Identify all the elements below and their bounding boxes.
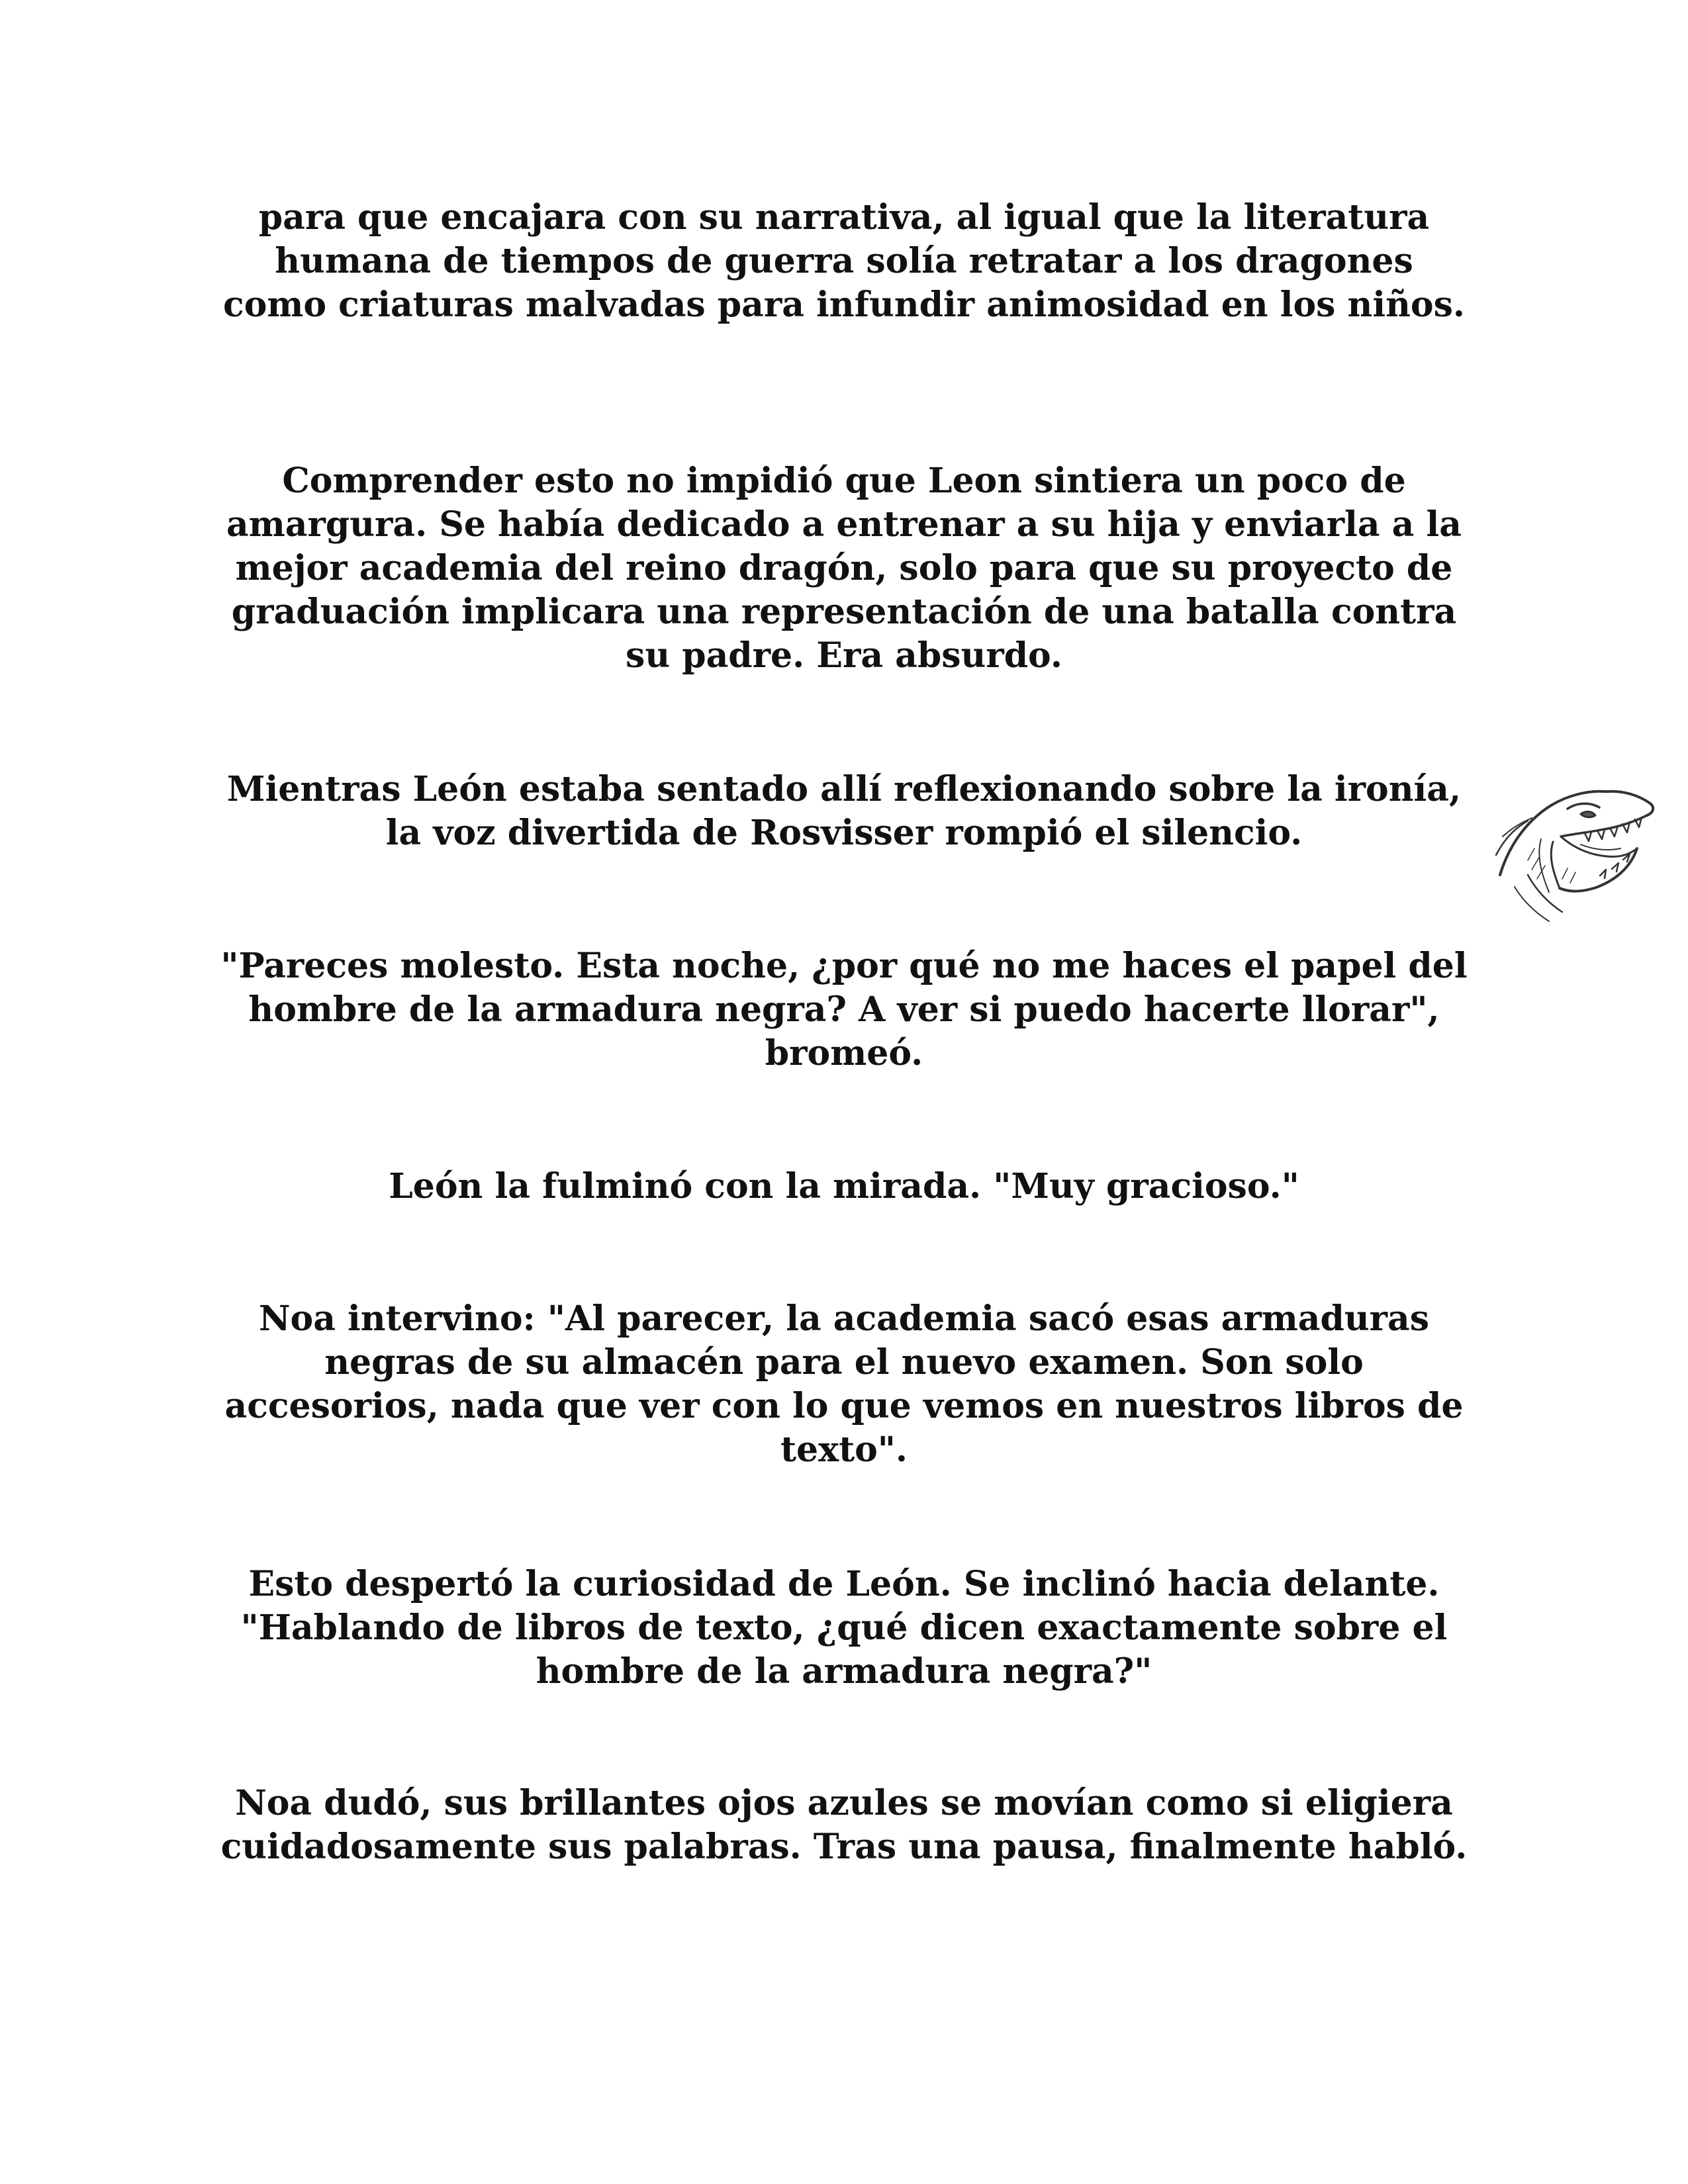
paragraph-8: Noa dudó, sus brillantes ojos azules se movían como si eligiera cuidadosamente sus palabras. Tras una pausa, finalmente habló. (220, 1783, 1468, 1867)
paragraph-1: para que encajara con su narrativa, al igual que la literatura humana de tiempos de guerra solía retratar a los dragones como criaturas malvadas para infundir animosidad en los niños. (223, 197, 1465, 325)
paragraph-7: Esto despertó la curiosidad de León. Se inclinó hacia delante. "Hablando de libros de texto, ¿qué dicen exactamente sobre el hombre de la armadura negra?" (240, 1564, 1448, 1692)
dragon-head-sketch-icon (1488, 776, 1660, 928)
paragraph-6: Noa intervino: "Al parecer, la academia sacó esas armaduras negras de su almacén para el nuevo examen. Son solo accesorios, nada que ver con lo que vemos en nuestros libros de texto". (224, 1298, 1464, 1470)
paragraph-4: "Pareces molesto. Esta noche, ¿por qué no me haces el papel del hombre de la armadura negra? A ver si puedo hacerte llorar", bromeó. (220, 946, 1468, 1073)
paragraph-3: Mientras León estaba sentado allí reflexionando sobre la ironía, la voz divertida de Rosvisser rompió el silencio. (226, 769, 1462, 853)
paragraph-5: León la fulminó con la mirada. "Muy gracioso." (389, 1166, 1299, 1206)
paragraph-2: Comprender esto no impidió que Leon sintiera un poco de amargura. Se había dedicado a entrenar a su hija y enviarla a la mejor academia del reino dragón, solo para que su proyecto de graduación implicara una representación de una batalla contra su padre. Era absurdo. (226, 461, 1462, 676)
